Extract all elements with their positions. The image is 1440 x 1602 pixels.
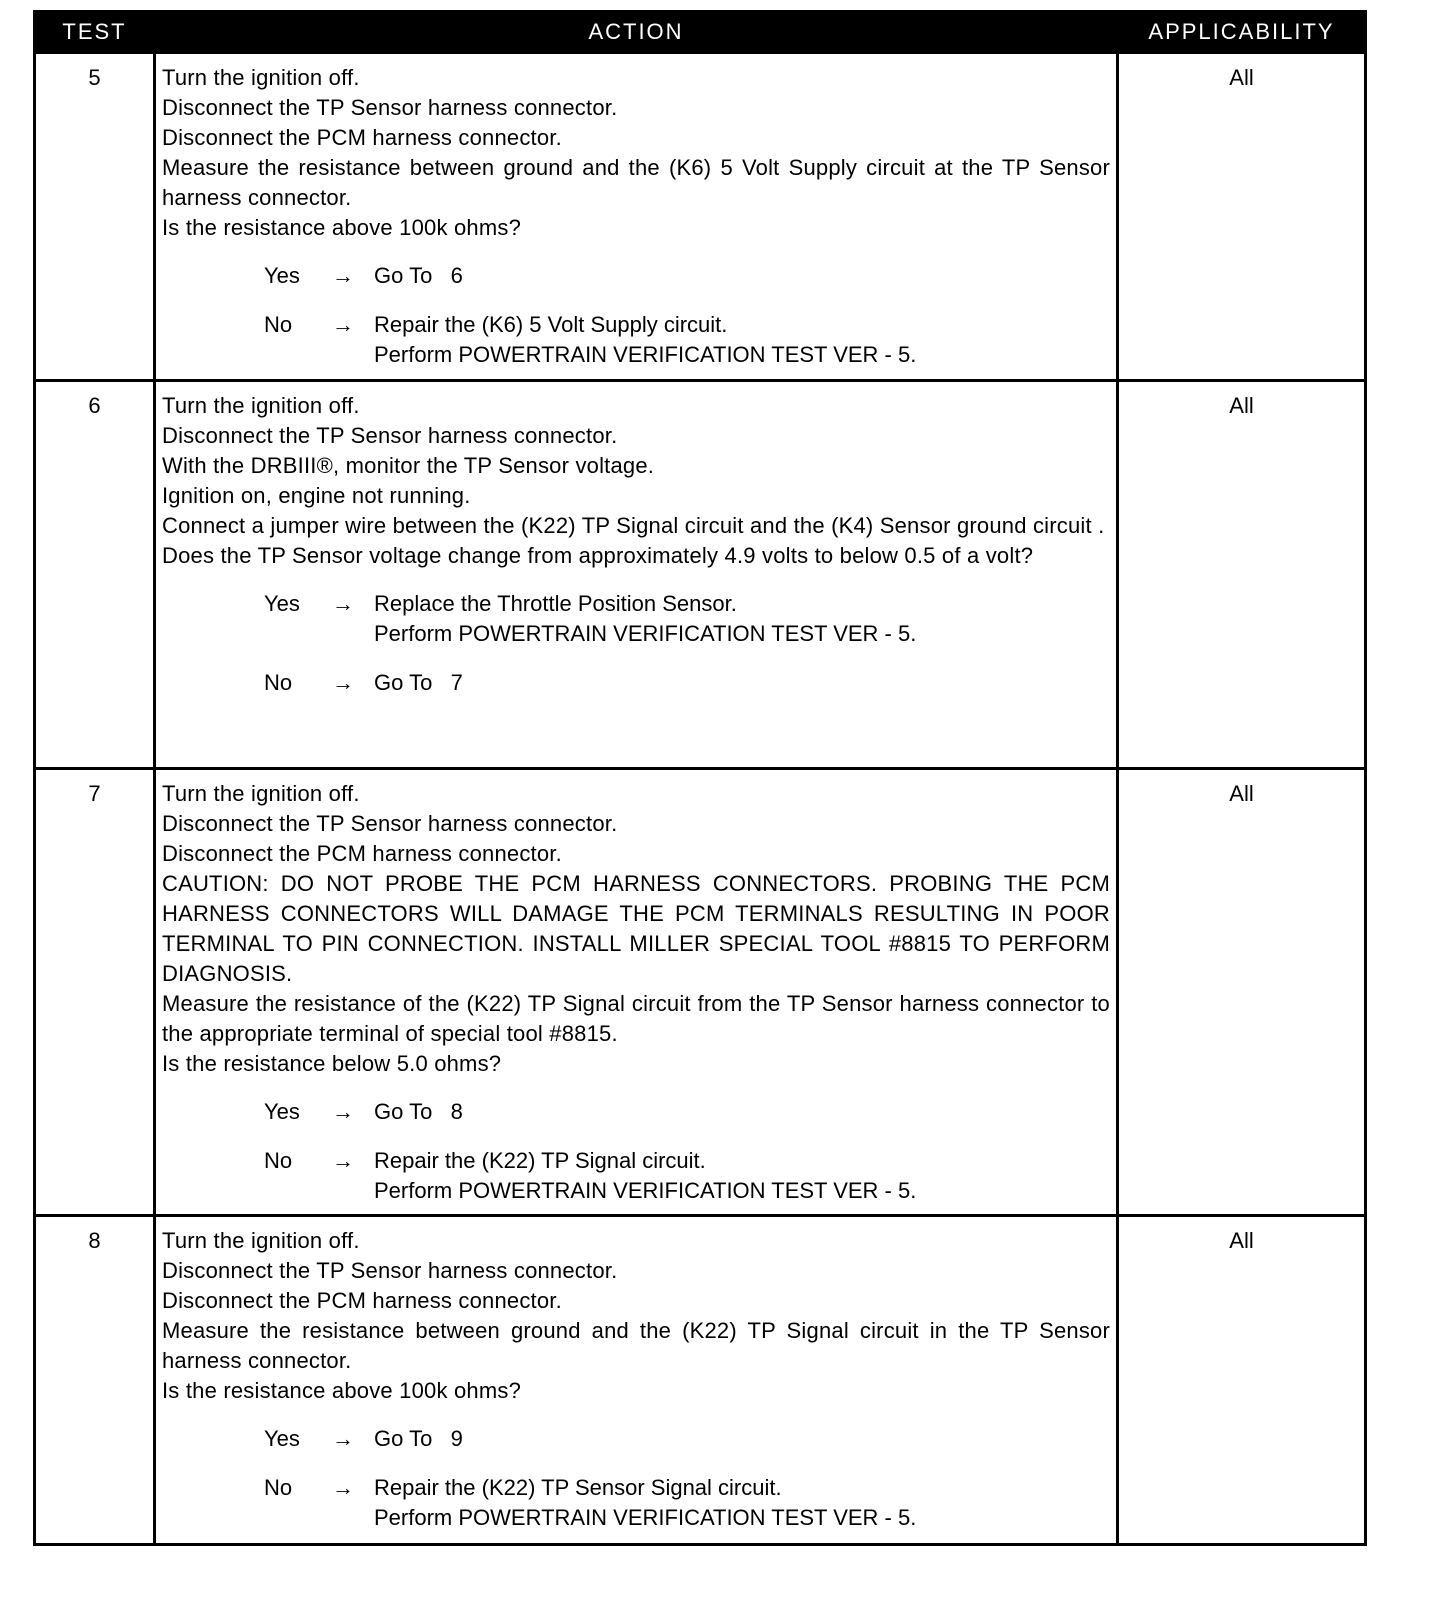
outcome-yes (162, 1097, 1110, 1127)
action-step: Disconnect the TP Sensor harness connector. (162, 95, 618, 120)
outcome-label: No (264, 312, 293, 337)
outcome-result-line: Perform POWERTRAIN VERIFICATION TEST VER - 5. (374, 621, 917, 646)
action-step: With the DRBIII®, monitor the TP Sensor voltage. (162, 453, 655, 478)
applicability-cell: All (1119, 379, 1364, 767)
outcome-indent (162, 261, 264, 291)
action-cell (153, 379, 1119, 767)
action-step: Disconnect the PCM harness connector. (162, 125, 562, 150)
outcome-indent (162, 1146, 264, 1206)
applicability-cell: All (1119, 51, 1364, 379)
outcome-label: No (264, 1148, 293, 1173)
right-arrow-icon: → (332, 1475, 354, 1500)
applicability-cell: All (1119, 767, 1364, 1214)
test-number-cell: 7 (36, 767, 153, 1214)
action-step: Disconnect the TP Sensor harness connector. (162, 423, 618, 448)
test-number-cell: 6 (36, 379, 153, 767)
action-step: Disconnect the PCM harness connector. (162, 1288, 562, 1313)
action-step: Turn the ignition off. (162, 1228, 360, 1253)
right-arrow-icon: → (332, 591, 354, 616)
outcome-result-line: Go To 9 (374, 1426, 463, 1451)
outcome-yes (162, 1424, 1110, 1454)
outcome-result (374, 1097, 1110, 1127)
action-step: CAUTION: DO NOT PROBE THE PCM HARNESS CONNECTORS. PROBING THE PCM HARNESS CONNECTORS WILL DAMAGE THE PCM TERMINALS RESULTING IN POOR TERMINAL TO PIN CONNECTION. INSTALL MILLER SPECIAL TOOL #8815 TO PERFORM DIAGNOSIS. (162, 871, 1110, 986)
action-step: Is the resistance above 100k ohms? (162, 1378, 522, 1403)
action-step: Measure the resistance between ground and the (K22) TP Signal circuit in the TP Sensor harness connector. (162, 1318, 1110, 1373)
outcome-indent (162, 1473, 264, 1533)
outcomes (162, 589, 1110, 698)
outcomes (162, 1424, 1110, 1533)
outcome-result-line: Replace the Throttle Position Sensor. (374, 591, 737, 616)
action-step: Disconnect the TP Sensor harness connector. (162, 811, 618, 836)
outcome-no (162, 1146, 1110, 1206)
action-step: Disconnect the PCM harness connector. (162, 841, 562, 866)
outcome-yes (162, 261, 1110, 291)
outcome-result-line: Perform POWERTRAIN VERIFICATION TEST VER - 5. (374, 1178, 917, 1203)
right-arrow-icon: → (332, 1426, 354, 1451)
outcome-result-line: Perform POWERTRAIN VERIFICATION TEST VER - 5. (374, 342, 917, 367)
action-step: Measure the resistance between ground and the (K6) 5 Volt Supply circuit at the TP Sensor harness connector. (162, 155, 1110, 210)
right-arrow-icon: → (332, 670, 354, 695)
outcome-indent (162, 668, 264, 698)
outcome-label: Yes (264, 1099, 300, 1124)
right-arrow-icon: → (332, 263, 354, 288)
outcome-result-line: Go To 8 (374, 1099, 463, 1124)
outcome-no (162, 1473, 1110, 1533)
action-step: Turn the ignition off. (162, 65, 360, 90)
right-arrow-icon: → (332, 1099, 354, 1124)
action-cell (153, 767, 1119, 1214)
outcome-indent (162, 1424, 264, 1454)
action-cell (153, 1214, 1119, 1543)
outcome-result (374, 668, 1110, 698)
applicability-cell: All (1119, 1214, 1364, 1543)
header-action: ACTION (153, 13, 1119, 51)
outcome-result (374, 1424, 1110, 1454)
outcome-yes (162, 589, 1110, 649)
action-step: Turn the ignition off. (162, 781, 360, 806)
outcome-result (374, 1473, 1110, 1533)
outcome-result (374, 589, 1110, 649)
outcome-result (374, 310, 1110, 370)
action-steps (162, 1226, 1110, 1406)
outcomes (162, 261, 1110, 370)
action-step: Does the TP Sensor voltage change from approximately 4.9 volts to below 0.5 of a volt? (162, 543, 1034, 568)
outcome-result-line: Repair the (K6) 5 Volt Supply circuit. (374, 312, 728, 337)
outcome-result (374, 1146, 1110, 1206)
test-number-cell: 8 (36, 1214, 153, 1543)
outcome-label: No (264, 1475, 293, 1500)
right-arrow-icon: → (332, 312, 354, 337)
outcome-result-line: Perform POWERTRAIN VERIFICATION TEST VER - 5. (374, 1505, 917, 1530)
outcome-no (162, 310, 1110, 370)
action-step: Ignition on, engine not running. (162, 483, 471, 508)
outcome-indent (162, 1097, 264, 1127)
action-step: Is the resistance above 100k ohms? (162, 215, 522, 240)
outcome-result-line: Go To 6 (374, 263, 463, 288)
action-steps (162, 63, 1110, 243)
outcome-label: Yes (264, 1426, 300, 1451)
action-step: Is the resistance below 5.0 ohms? (162, 1051, 502, 1076)
test-number-cell: 5 (36, 51, 153, 379)
outcome-indent (162, 589, 264, 649)
action-step: Connect a jumper wire between the (K22) TP Signal circuit and the (K4) Sensor ground circuit . (162, 513, 1105, 538)
action-step: Measure the resistance of the (K22) TP Signal circuit from the TP Sensor harness connector to the appropriate terminal of special tool #8815. (162, 991, 1110, 1046)
outcome-no (162, 668, 1110, 698)
outcome-result-line: Repair the (K22) TP Signal circuit. (374, 1148, 706, 1173)
header-applicability: APPLICABILITY (1119, 13, 1364, 51)
outcome-result-line: Go To 7 (374, 670, 463, 695)
right-arrow-icon: → (332, 1148, 354, 1173)
diagnostic-test-table (33, 10, 1367, 1546)
outcome-label: No (264, 670, 293, 695)
outcome-indent (162, 310, 264, 370)
action-steps (162, 391, 1110, 571)
outcome-label: Yes (264, 263, 300, 288)
action-step: Disconnect the TP Sensor harness connector. (162, 1258, 618, 1283)
action-step: Turn the ignition off. (162, 393, 360, 418)
action-cell (153, 51, 1119, 379)
outcome-result (374, 261, 1110, 291)
outcome-label: Yes (264, 591, 300, 616)
outcomes (162, 1097, 1110, 1206)
outcome-result-line: Repair the (K22) TP Sensor Signal circuit. (374, 1475, 782, 1500)
action-steps (162, 779, 1110, 1079)
header-test: TEST (36, 13, 153, 51)
